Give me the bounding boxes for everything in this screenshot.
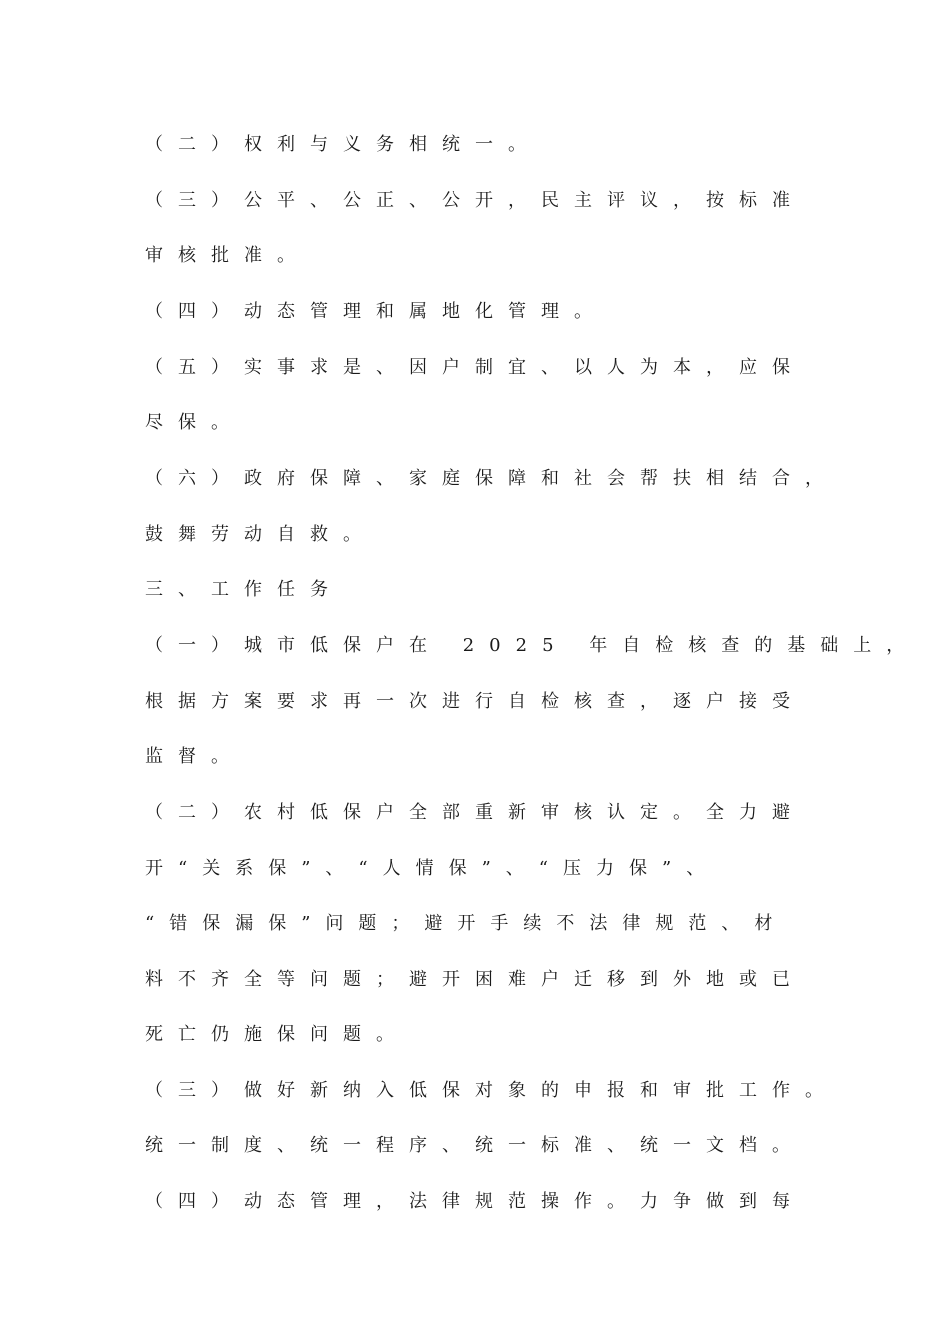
section-heading: 三、工作任务 xyxy=(145,579,343,600)
text-line-19: 统一制度、统一程序、统一标准、统一文档。 xyxy=(145,1135,805,1156)
text-line-6: 尽保。 xyxy=(145,412,244,433)
text-line-14: 开“关系保”、“人情保”、“压力保”、 xyxy=(145,858,720,879)
text-line-20: （四）动态管理，法律规范操作。力争做到每 xyxy=(145,1191,805,1212)
text-line-11: 根据方案要求再一次进行自检核查，逐户接受 xyxy=(145,691,805,712)
text-line-12: 监督。 xyxy=(145,746,244,767)
text-line-5: （五）实事求是、因户制宜、以人为本，应保 xyxy=(145,357,805,378)
text-line-18: （三）做好新纳入低保对象的申报和审批工作。 xyxy=(145,1080,838,1101)
text-line-7: （六）政府保障、家庭保障和社会帮扶相结合， xyxy=(145,468,838,489)
text-line-17: 死亡仍施保问题。 xyxy=(145,1024,409,1045)
text-line-13: （二）农村低保户全部重新审核认定。全力避 xyxy=(145,802,805,823)
text-line-10: （一）城市低保户在 2025 年自检核查的基础上， xyxy=(145,635,920,656)
text-line-1: （二）权利与义务相统一。 xyxy=(145,134,541,155)
text-line-3: 审核批准。 xyxy=(145,245,310,266)
text-line-4: （四）动态管理和属地化管理。 xyxy=(145,301,607,322)
text-line-15: “错保漏保”问题；避开手续不法律规范、材 xyxy=(145,913,788,934)
text-line-16: 料不齐全等问题；避开困难户迁移到外地或已 xyxy=(145,969,805,990)
text-line-8: 鼓舞劳动自救。 xyxy=(145,524,376,545)
text-line-2: （三）公平、公正、公开，民主评议，按标准 xyxy=(145,190,805,211)
